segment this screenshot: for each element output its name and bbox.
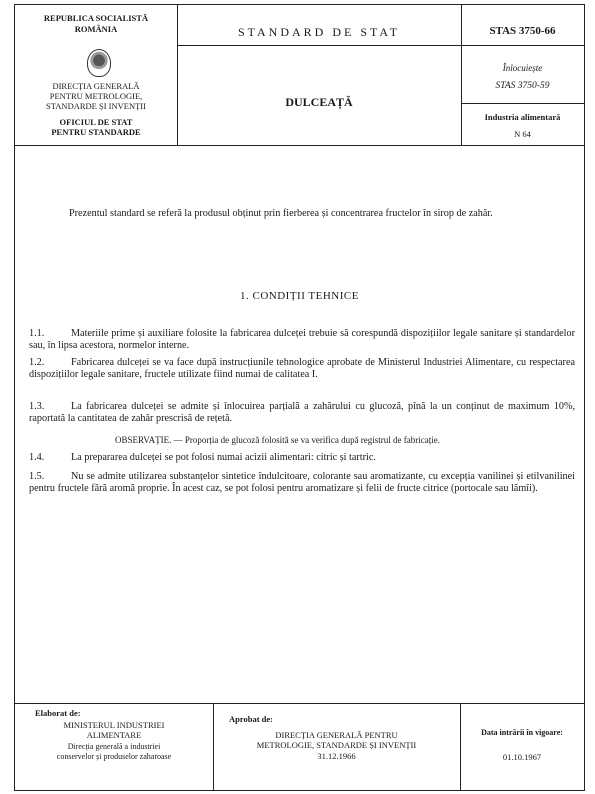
paragraph-text: Nu se admite utilizarea substanțelor sintetice îndulcitoare, colorante sau aromatizante, cu excepția vanilinei și etilvanilinei pentru fructele fără aromă proprie. În acest caz, se pot folosi pentru aromatizare și felii de fructe citrice (portocale sau lămîi). [29, 471, 575, 494]
paragraph-number: 1.3. [29, 401, 45, 412]
directorate-line2: PENTRU METROLOGIE, [49, 91, 143, 101]
header-block [15, 5, 584, 146]
stas-number: STAS 3750-66 [489, 25, 556, 37]
aprobat-date: 31.12.1966 [317, 751, 356, 761]
paragraph-1-4 [29, 452, 575, 464]
directorate-line1: DIRECȚIA GENERALĂ [52, 81, 140, 91]
aprobat-line1: DIRECȚIA GENERALĂ PENTRU [275, 730, 398, 740]
paragraph-text: La fabricarea dulceței se admite și înlocuirea parțială a zahărului cu glucoză, pînă la un conținut de maximum 10%, raportată la cantitatea de zahăr prescrisă de rețetă. [29, 401, 575, 424]
observation-note [115, 435, 585, 446]
observation-label: OBSERVAȚIE. [115, 435, 172, 445]
effective-date-label: Data intrării în vigoare: [481, 728, 563, 737]
elaborat-line4: conservelor și produselor zaharoase [56, 752, 172, 761]
footer-divider-right [460, 704, 461, 791]
paragraph-1-2 [29, 357, 575, 381]
paragraph-1-5 [29, 471, 575, 495]
paragraph-text: La prepararea dulceței se pot folosi numai acizii alimentari: citric și tartric. [71, 452, 376, 463]
office-line2: PENTRU STANDARDE [51, 127, 141, 137]
paragraph-text: Fabricarea dulceței se va face după instrucțiunile tehnologice aprobate de Ministerul Industriei Alimentare, cu respectarea dispozițiilor legale sanitare, fructele utilizate fiind numai de calitatea I. [29, 357, 575, 380]
standard-type: STANDARD DE STAT [237, 25, 401, 39]
elaborat-label: Elaborat de: [35, 708, 81, 718]
elaborat-line1: MINISTERUL INDUSTRIEI [63, 720, 165, 730]
header-row-divider [177, 45, 584, 46]
aprobat-line2: METROLOGIE, STANDARDE ȘI INVENȚII [256, 740, 417, 750]
standard-title: DULCEAȚĂ [285, 95, 353, 109]
replaces-value: STAS 3750-59 [495, 81, 550, 91]
observation-text: — Proporția de glucoză folosită se va verifica după registrul de fabricație. [173, 435, 441, 445]
republic-label: REPUBLICA SOCIALISTĂ [43, 13, 149, 23]
industry-code: N 64 [514, 129, 531, 139]
office-line1: OFICIUL DE STAT [59, 117, 133, 127]
replaces-label: Înlocuiește [502, 63, 543, 73]
footer-block [15, 703, 584, 791]
header-right-divider [461, 103, 584, 104]
section-title: 1. CONDIȚII TEHNICE [240, 290, 359, 302]
paragraph-1-3 [29, 401, 575, 425]
paragraph-1-1 [29, 328, 575, 352]
paragraph-number: 1.4. [29, 452, 45, 463]
elaborat-line2: ALIMENTARE [86, 730, 142, 740]
aprobat-label: Aprobat de: [229, 714, 273, 724]
intro-paragraph: Prezentul standard se referă la produsul obținut prin fierberea și concentrarea fructelor în sirop de zahăr. [69, 208, 493, 219]
directorate-line3: STANDARDE ȘI INVENȚII [46, 101, 146, 111]
country-label: ROMÂNIA [74, 24, 118, 34]
paragraph-text: Materiile prime și auxiliare folosite la fabricarea dulceței trebuie să corespundă dispozițiilor legale sanitare și standardelor sau, în lipsa acestora, normelor interne. [29, 328, 575, 351]
paragraph-number: 1.5. [29, 471, 45, 482]
effective-date: 01.10.1967 [502, 752, 542, 762]
paragraph-number: 1.1. [29, 328, 45, 339]
coat-of-arms-icon [87, 49, 111, 77]
document-frame [14, 4, 585, 791]
paragraph-number: 1.2. [29, 357, 45, 368]
elaborat-line3: Direcția generală a industriei [67, 742, 161, 751]
industry-label: Industria alimentară [484, 112, 561, 122]
